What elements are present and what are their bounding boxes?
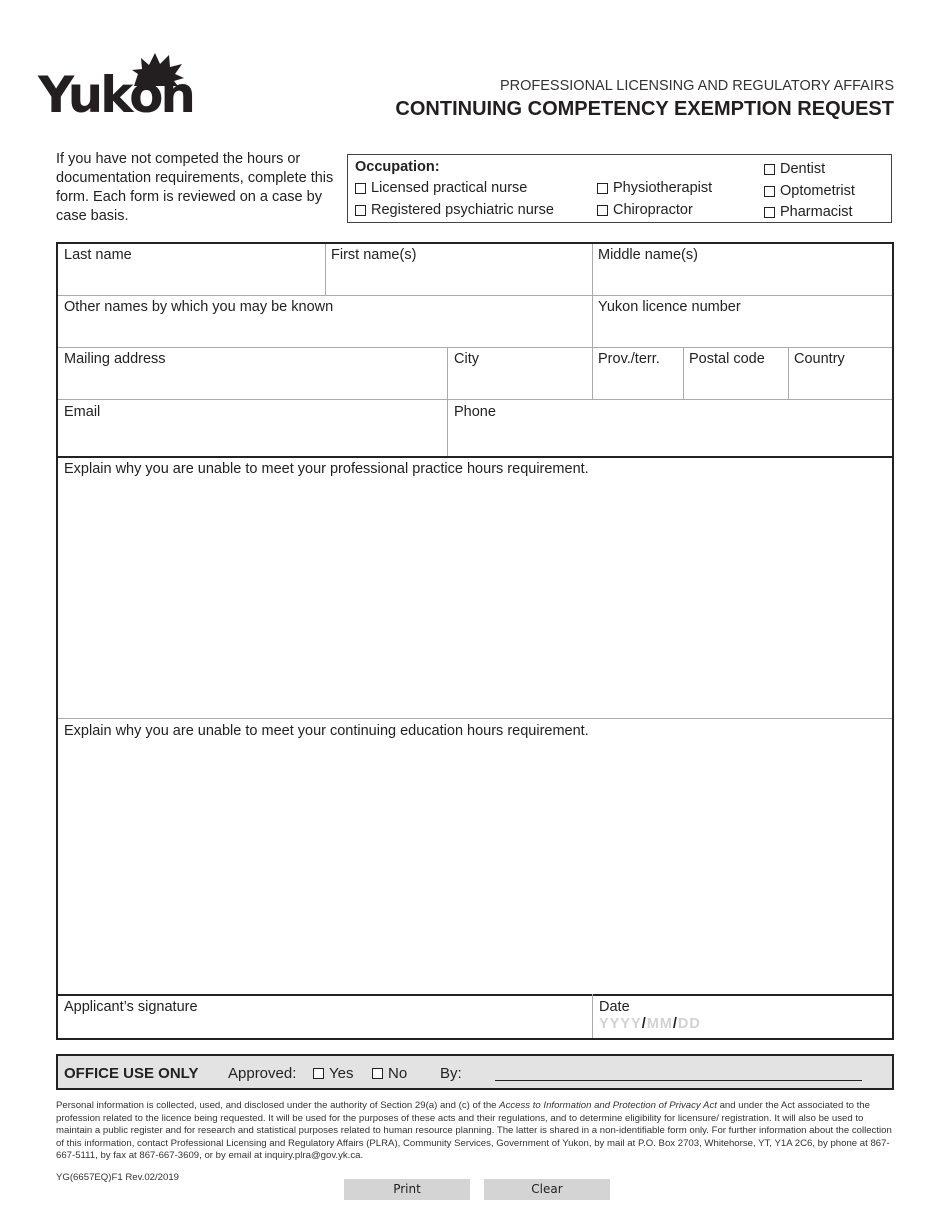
- privacy-notice: Personal information is collected, used, and disclosed under the authority of Section 29(a) and (c) of the Access to Information and Protection of Privacy Act and under the Act associated to the profession related to the licence being requested. It will be used for the purposes of these acts and their regulations, and to determine eligibility for licensure/ registration. It will also be used to maintain a public register and for research and statistical purposes related to human resource planning. The latter is shared in a non-identifiable form only. For further information about the collection of this information, contact Professional Licensing and Regulatory Affairs (PLRA), Community Services, Government of Yukon, by mail at P.O. Box 2703, Whitehorse, YT, Y1A 2C6, by phone at 867-667-5111, by fax at 867-667-3609, or by email at inquiry.plra@gov.yk.ca.: [56, 1100, 892, 1162]
- last-name-field[interactable]: [58, 244, 325, 295]
- prov-terr-field[interactable]: [592, 348, 683, 399]
- email-field[interactable]: [58, 401, 447, 456]
- print-button[interactable]: Print: [344, 1179, 470, 1200]
- date-label: Date: [599, 999, 630, 1015]
- email-label: Email: [64, 404, 101, 420]
- phone-field[interactable]: [448, 401, 892, 456]
- approved-label: Approved:: [228, 1065, 297, 1082]
- row-divider: [58, 718, 892, 719]
- prov-terr-label: Prov./terr.: [598, 351, 660, 367]
- office-use-bar: [56, 1054, 894, 1090]
- signature-label: Applicant’s signature: [64, 999, 198, 1015]
- by-label: By:: [440, 1065, 462, 1082]
- other-names-label: Other names by which you may be known: [64, 299, 334, 315]
- practice-hours-textarea[interactable]: [58, 458, 892, 718]
- occupation-option-chiropractor[interactable]: Chiropractor: [597, 202, 693, 218]
- practice-hours-label: Explain why you are unable to meet your professional practice hours requirement.: [64, 461, 589, 477]
- department-name: PROFESSIONAL LICENSING AND REGULATORY AFFAIRS: [499, 78, 894, 94]
- checkbox[interactable]: [764, 207, 775, 218]
- checkbox[interactable]: [764, 164, 775, 175]
- logo-wordmark: Yukon: [38, 66, 194, 124]
- occupation-option-optometrist[interactable]: Optometrist: [764, 183, 855, 199]
- occupation-option-rpn[interactable]: Registered psychiatric nurse: [355, 202, 554, 218]
- occupation-option-lpn[interactable]: Licensed practical nurse: [355, 180, 527, 196]
- postal-code-field[interactable]: [683, 348, 788, 399]
- education-hours-label: Explain why you are unable to meet your continuing education hours requirement.: [64, 723, 589, 739]
- occupation-box: [347, 154, 892, 223]
- city-field[interactable]: [448, 348, 592, 399]
- page-title: CONTINUING COMPETENCY EXEMPTION REQUEST: [395, 98, 894, 120]
- checkbox[interactable]: [372, 1068, 383, 1079]
- approved-no-option[interactable]: No: [372, 1065, 407, 1082]
- middle-name-field[interactable]: [592, 244, 892, 295]
- checkbox[interactable]: [597, 183, 608, 194]
- education-hours-textarea[interactable]: [58, 720, 892, 994]
- checkbox[interactable]: [597, 205, 608, 216]
- occupation-label: Occupation:: [355, 159, 440, 175]
- form-number: YG(6657EQ)F1 Rev.02/2019: [56, 1172, 180, 1183]
- date-format-hint: YYYY/MM/DD: [599, 1016, 701, 1032]
- occupation-option-physiotherapist[interactable]: Physiotherapist: [597, 180, 712, 196]
- applicant-form: [56, 242, 894, 1040]
- clear-button[interactable]: Clear: [484, 1179, 610, 1200]
- by-signature-line[interactable]: [495, 1080, 862, 1081]
- other-names-field[interactable]: [58, 296, 592, 347]
- row-divider: [58, 399, 892, 400]
- country-label: Country: [794, 351, 845, 367]
- signature-field[interactable]: [58, 996, 592, 1038]
- yukon-logo: [38, 52, 213, 122]
- occupation-option-pharmacist[interactable]: Pharmacist: [764, 204, 853, 220]
- checkbox[interactable]: [764, 186, 775, 197]
- licence-number-label: Yukon licence number: [598, 299, 741, 315]
- postal-code-label: Postal code: [689, 351, 765, 367]
- last-name-label: Last name: [64, 247, 132, 263]
- mailing-address-label: Mailing address: [64, 351, 166, 367]
- act-name: Access to Information and Protection of Privacy Act: [499, 1100, 717, 1111]
- city-label: City: [454, 351, 479, 367]
- mailing-address-field[interactable]: [58, 348, 447, 399]
- intro-text: If you have not competed the hours or documentation requirements, complete this form. Each form is reviewed on a case by case basis.: [56, 151, 334, 224]
- country-field[interactable]: [788, 348, 892, 399]
- checkbox[interactable]: [355, 205, 366, 216]
- licence-number-field[interactable]: [592, 296, 892, 347]
- checkbox[interactable]: [355, 183, 366, 194]
- first-name-field[interactable]: [325, 244, 592, 295]
- first-name-label: First name(s): [331, 247, 417, 263]
- approved-yes-option[interactable]: Yes: [313, 1065, 353, 1082]
- office-use-label: OFFICE USE ONLY: [64, 1065, 199, 1082]
- occupation-option-dentist[interactable]: Dentist: [764, 161, 825, 177]
- phone-label: Phone: [454, 404, 496, 420]
- checkbox[interactable]: [313, 1068, 324, 1079]
- middle-name-label: Middle name(s): [598, 247, 698, 263]
